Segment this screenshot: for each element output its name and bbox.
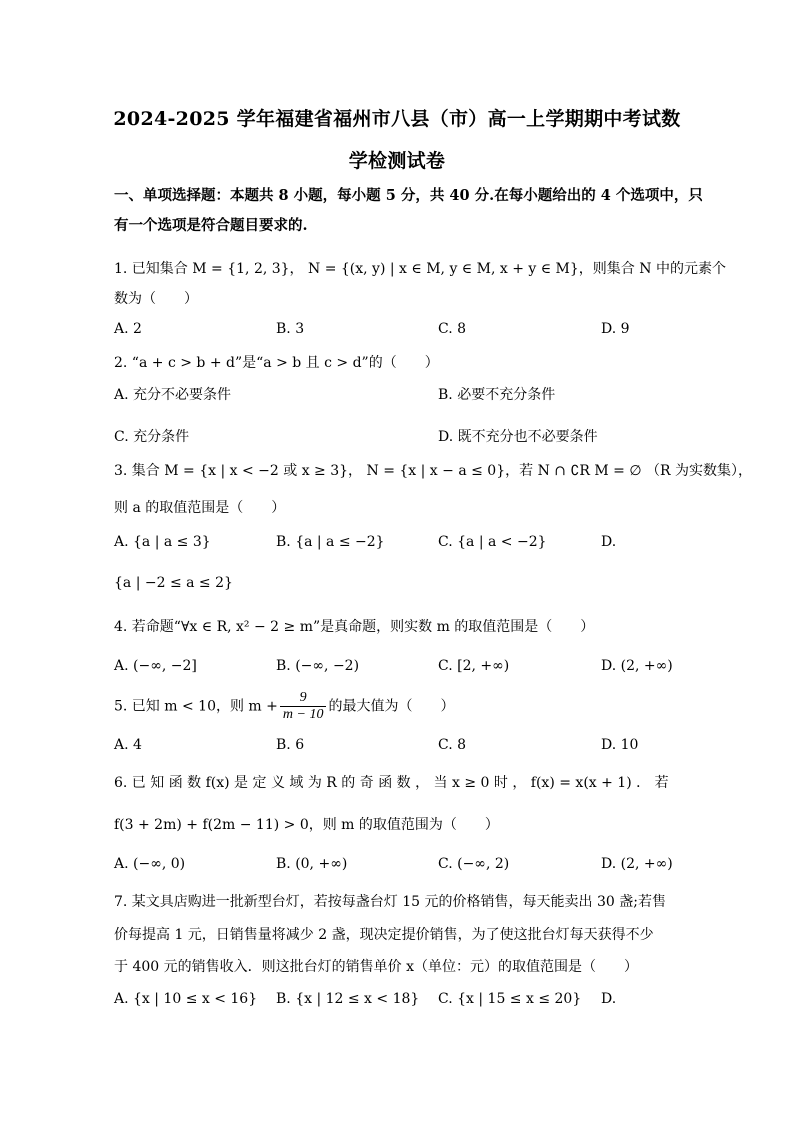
question-2-option-c: C. 充分条件 (114, 429, 190, 445)
question-1-stem: 1. 已知集合 M = {1, 2, 3}， N = {(x, y) | x ∈ M, y ∈ M, x + y ∈ M}，则集合 N 中的元素个 (114, 261, 726, 277)
question-6-stem-cont: f(3 + 2m) + f(2m − 11) > 0，则 m 的取值范围为（ ） (114, 817, 499, 833)
question-2-option-d: D. 既不充分也不必要条件 (438, 429, 598, 445)
question-4-stem: 4. 若命题“∀x ∈ R, x² − 2 ≥ m”是真命题，则实数 m 的取值范围是（ ） (114, 619, 595, 635)
question-3-option-a: A. {a | a ≤ 3} (114, 534, 211, 550)
question-7-stem-cont2: 于 400 元的销售收入．则这批台灯的销售单价 x（单位：元）的取值范围是（ ） (114, 959, 638, 975)
exam-title-line1: 2024-2025 学年福建省福州市八县（市）高一上学期期中考试数 (113, 108, 681, 130)
question-1-option-b: B. 3 (276, 321, 305, 337)
question-6-option-b: B. (0, +∞) (276, 856, 348, 872)
question-7-stem: 7. 某文具店购进一批新型台灯，若按每盏台灯 15 元的价格销售，每天能卖出 30 盏;若售 (114, 894, 666, 910)
fraction-denominator: m − 10 (282, 707, 324, 722)
question-3-option-d: D. (601, 534, 617, 550)
question-4-option-c: C. [2, +∞) (438, 658, 510, 674)
question-6-stem: 6. 已 知 函 数 f(x) 是 定 义 域 为 R 的 奇 函 数 ， 当 x ≥ 0 时 ， f(x) = x(x + 1) ． 若 (114, 775, 669, 791)
question-3-stem-cont: 则 a 的取值范围是（ ） (114, 500, 286, 516)
question-5-stem (114, 690, 454, 723)
question-7-option-a: A. {x | 10 ≤ x < 16} (114, 991, 258, 1007)
question-7-option-b: B. {x | 12 ≤ x < 18} (276, 991, 420, 1007)
question-2-option-b: B. 必要不充分条件 (438, 387, 556, 403)
question-5-suffix: 的最大值为（ ） (328, 698, 455, 715)
question-1-stem-cont: 数为（ ） (114, 291, 198, 307)
question-5-option-d: D. 10 (601, 737, 639, 753)
question-3-option-b: B. {a | a ≤ −2} (276, 534, 385, 550)
question-2-stem: 2. “a + c > b + d”是“a > b 且 c > d”的（ ） (114, 355, 439, 371)
question-1-option-d: D. 9 (601, 321, 630, 337)
question-4-option-b: B. (−∞, −2) (276, 658, 360, 674)
question-2-option-a: A. 充分不必要条件 (114, 387, 232, 403)
question-7-stem-cont1: 价每提高 1 元，日销售量将减少 2 盏，现决定提价销售，为了使这批台灯每天获得不少 (114, 927, 654, 943)
question-4-option-d: D. (2, +∞) (601, 658, 673, 674)
question-5-option-c: C. 8 (438, 737, 467, 753)
fraction-numerator: 9 (280, 690, 327, 707)
question-6-option-a: A. (−∞, 0) (114, 856, 186, 872)
question-3-option-d-value: {a | −2 ≤ a ≤ 2} (114, 575, 233, 591)
question-5-option-b: B. 6 (276, 737, 305, 753)
question-1-option-c: C. 8 (438, 321, 467, 337)
question-7-option-d: D. (601, 991, 617, 1007)
question-7-option-c: C. {x | 15 ≤ x ≤ 20} (438, 991, 582, 1007)
section-heading-cont: 有一个选项是符合题目要求的. (114, 217, 308, 234)
question-3-stem: 3. 集合 M = {x | x < −2 或 x ≥ 3}， N = {x | x − a ≤ 0}，若 N ∩ ∁R M = ∅ （R 为实数集）， (114, 463, 752, 479)
question-6-option-d: D. (2, +∞) (601, 856, 673, 872)
question-5-option-a: A. 4 (114, 737, 142, 753)
question-5-prefix: 5. 已知 m < 10，则 m + (114, 698, 278, 715)
question-1-option-a: A. 2 (114, 321, 142, 337)
question-5-fraction (280, 690, 327, 723)
question-4-option-a: A. (−∞, −2] (114, 658, 197, 674)
question-6-option-c: C. (−∞, 2) (438, 856, 510, 872)
exam-title-line2: 学检测试卷 (348, 150, 446, 172)
question-3-option-c: C. {a | a < −2} (438, 534, 547, 550)
section-heading: 一、单项选择题：本题共 8 小题，每小题 5 分，共 40 分.在每小题给出的 4 个选项中，只 (114, 187, 703, 204)
